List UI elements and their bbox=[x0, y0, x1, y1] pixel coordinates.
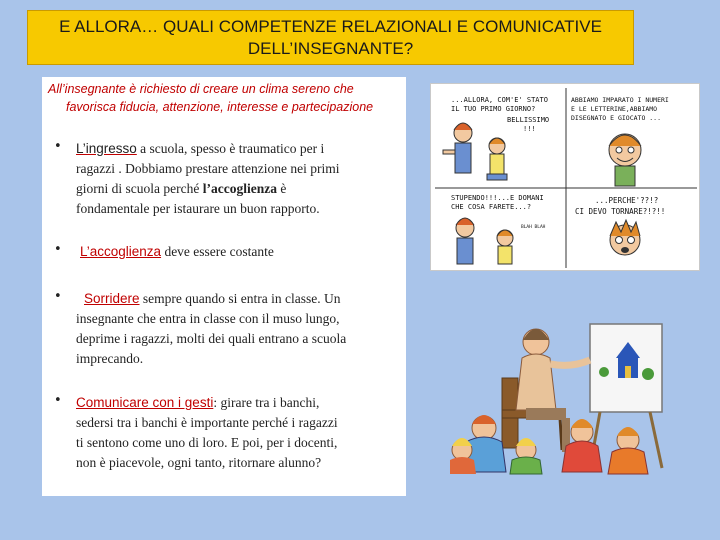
comic-text: ...PERCHE'??!? bbox=[595, 196, 659, 205]
bullet-line: sempre quando si entra in classe. Un bbox=[139, 291, 341, 306]
intro-text bbox=[48, 80, 400, 116]
bullet-line: deve essere costante bbox=[161, 244, 274, 259]
intro-line1: All’insegnante è richiesto di creare un clima sereno che bbox=[48, 82, 354, 96]
slide-title bbox=[27, 10, 634, 65]
child-body bbox=[490, 154, 504, 174]
bullet-dot: • bbox=[54, 139, 62, 154]
bullet-line: insegnante che entra in classe con il muso lungo, bbox=[76, 311, 340, 326]
bullet-keyword: Sorridere bbox=[84, 291, 140, 306]
bullet-line: a scuola, spesso è traumatico per i bbox=[136, 141, 325, 156]
bullet-keyword: L’accoglienza bbox=[80, 244, 162, 259]
comic-text: BLAH BLAH bbox=[521, 225, 546, 230]
slide-title-line1: E ALLORA… QUALI COMPETENZE RELAZIONALI E COMUNICATIVE bbox=[59, 16, 602, 36]
comic-text: E LE LETTERINE,ABBIAMO bbox=[571, 105, 658, 113]
bullet-line: non è piacevole, ogni tanto, ritornare alunno? bbox=[76, 455, 322, 470]
comic-text: !!! bbox=[523, 125, 536, 133]
teacher-children-illustration bbox=[450, 300, 690, 475]
comic-text: IL TUO PRIMO GIORNO? bbox=[451, 105, 536, 113]
comic-text: CHE COSA FARETE...? bbox=[451, 203, 532, 211]
comic-text: DISEGNATO E GIOCATO ... bbox=[571, 114, 662, 122]
bullet-line: fondamentale per istaurare un buon rapporto. bbox=[76, 201, 320, 216]
bullet-keyword: L’ingresso bbox=[76, 141, 137, 156]
comic-text: CI DEVO TORNARE?!?!! bbox=[575, 207, 666, 216]
bullet-text bbox=[76, 289, 394, 369]
bullet-line: è bbox=[276, 181, 287, 196]
bullet-keyword: Comunicare con i gesti bbox=[76, 395, 214, 410]
bullet-line: imprecando. bbox=[76, 351, 144, 366]
bullet-dot: • bbox=[54, 242, 62, 257]
bullet-line: ragazzi . Dobbiamo prestare attenzione nei primi bbox=[76, 161, 340, 176]
bullet-line: ti sentono come uno di loro. E poi, per i docenti, bbox=[76, 435, 338, 450]
comic-strip-drawing bbox=[435, 88, 697, 268]
teacher-body bbox=[516, 354, 556, 410]
slide-title-line2: DELL’INSEGNANTE? bbox=[247, 38, 414, 58]
comic-strip bbox=[430, 83, 700, 271]
bullet-dot: • bbox=[54, 393, 62, 408]
bullet-text bbox=[80, 242, 398, 262]
child-body bbox=[562, 441, 602, 472]
bullet-line: deprime i ragazzi, molti dei quali entrano a scuola bbox=[76, 331, 347, 346]
comic-text: BELLISSIMO bbox=[507, 116, 550, 124]
comic-text: ...ALLORA, COM'E' STATO bbox=[451, 96, 548, 104]
comic-text: ABBIAMO IMPARATO I NUMERI bbox=[571, 96, 669, 104]
mother-body bbox=[455, 143, 471, 173]
intro-line2: favorisca fiducia, attenzione, interesse e partecipazione bbox=[66, 100, 374, 114]
text-panel bbox=[42, 77, 406, 496]
bullet-line: : girare tra i banchi, bbox=[213, 395, 320, 410]
bullet-text bbox=[76, 393, 394, 473]
bullet-line: giorni di scuola perché bbox=[76, 181, 203, 196]
bullet-emphasis: l’accoglienza bbox=[202, 181, 277, 196]
bullet-text bbox=[76, 139, 394, 219]
comic-text: STUPENDO!!!...E DOMANI bbox=[451, 194, 544, 202]
bullet-line: sedersi tra i banchi è importante perché i ragazzi bbox=[76, 415, 338, 430]
bullet-dot: • bbox=[54, 289, 62, 304]
